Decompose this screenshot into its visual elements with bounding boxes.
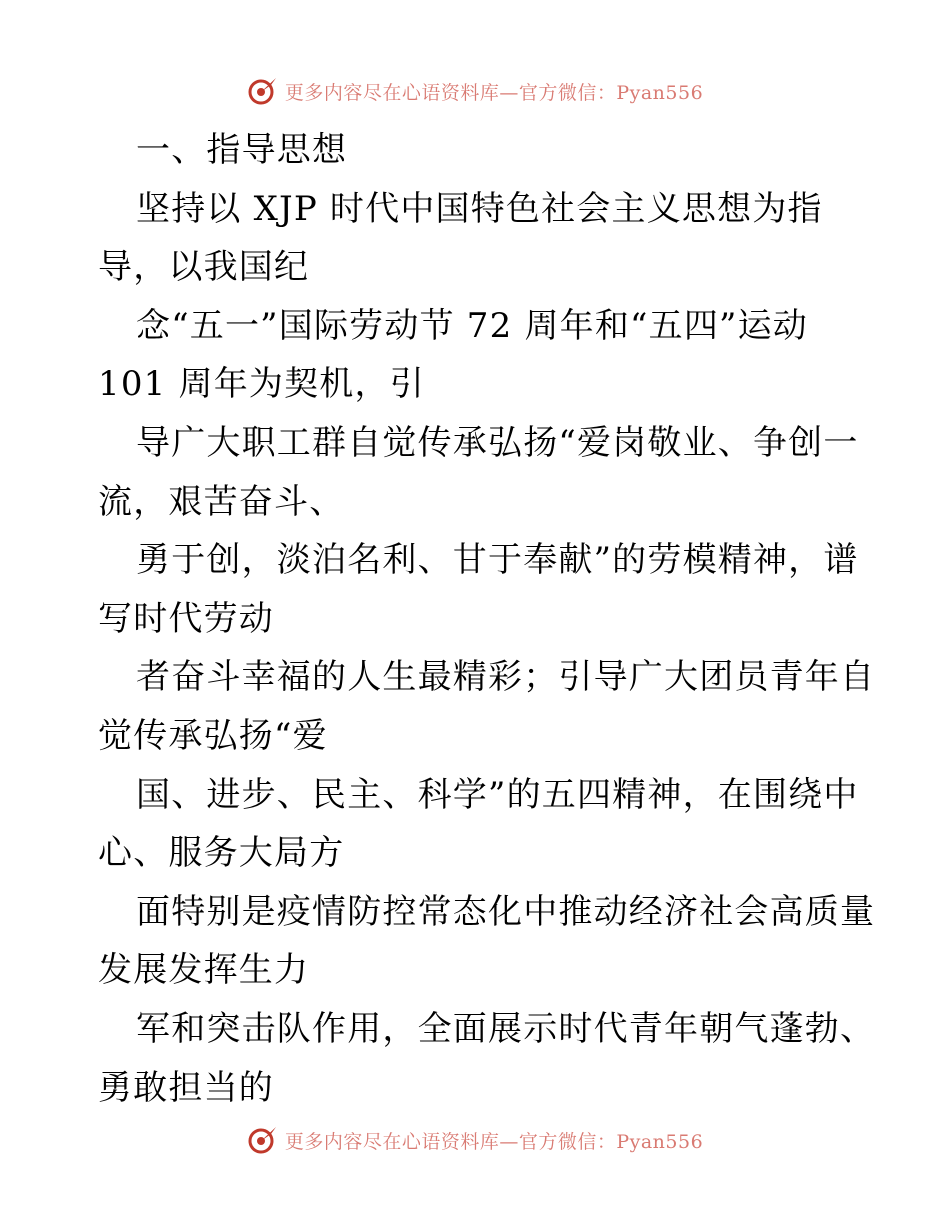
paragraph-line: 发展发挥生力: [98, 950, 310, 991]
paragraph-line: 面特别是疫情防控常态化中推动经济社会高质量: [136, 891, 876, 932]
paragraph-line: 国、进步、民主、科学”的五四精神，在围绕中: [136, 774, 859, 815]
paragraph-line: 者奋斗幸福的人生最精彩；引导广大团员青年自: [136, 657, 876, 698]
quill-logo-icon: [247, 75, 279, 107]
document-body: [98, 121, 876, 1117]
footer-banner-text: 更多内容尽在心语资料库—官方微信：Pyan556: [284, 1130, 704, 1153]
paragraph-line: 军和突击队作用，全面展示时代青年朝气蓬勃、: [136, 1008, 876, 1049]
section-heading: 一、指导思想: [136, 130, 348, 170]
paragraph-line: 导，以我国纪: [98, 247, 310, 288]
paragraph-line: 导广大职工群自觉传承弘扬“爱岗敬业、争创一: [136, 422, 859, 463]
paragraph-line: 坚持以 XJP 时代中国特色社会主义思想为指: [136, 188, 823, 229]
paragraph-line: 勇于创，淡泊名利、甘于奉献”的劳模精神，谱: [136, 540, 859, 581]
header-banner-text: 更多内容尽在心语资料库—官方微信：Pyan556: [284, 81, 704, 104]
paragraph-line: 觉传承弘扬“爱: [98, 715, 328, 756]
paragraph-line: 101 周年为契机，引: [98, 364, 425, 405]
paragraph-line: 心、服务大局方: [98, 833, 345, 874]
paragraph-line: 流，艰苦奋斗、: [98, 481, 345, 522]
quill-logo-icon: [247, 1124, 279, 1156]
header-banner: [0, 69, 950, 113]
footer-banner: [0, 1118, 950, 1162]
paragraph-line: 念“五一”国际劳动节 72 周年和“五四”运动: [136, 305, 809, 346]
paragraph-line: 写时代劳动: [98, 598, 274, 639]
paragraph-line: 勇敢担当的: [98, 1067, 274, 1108]
